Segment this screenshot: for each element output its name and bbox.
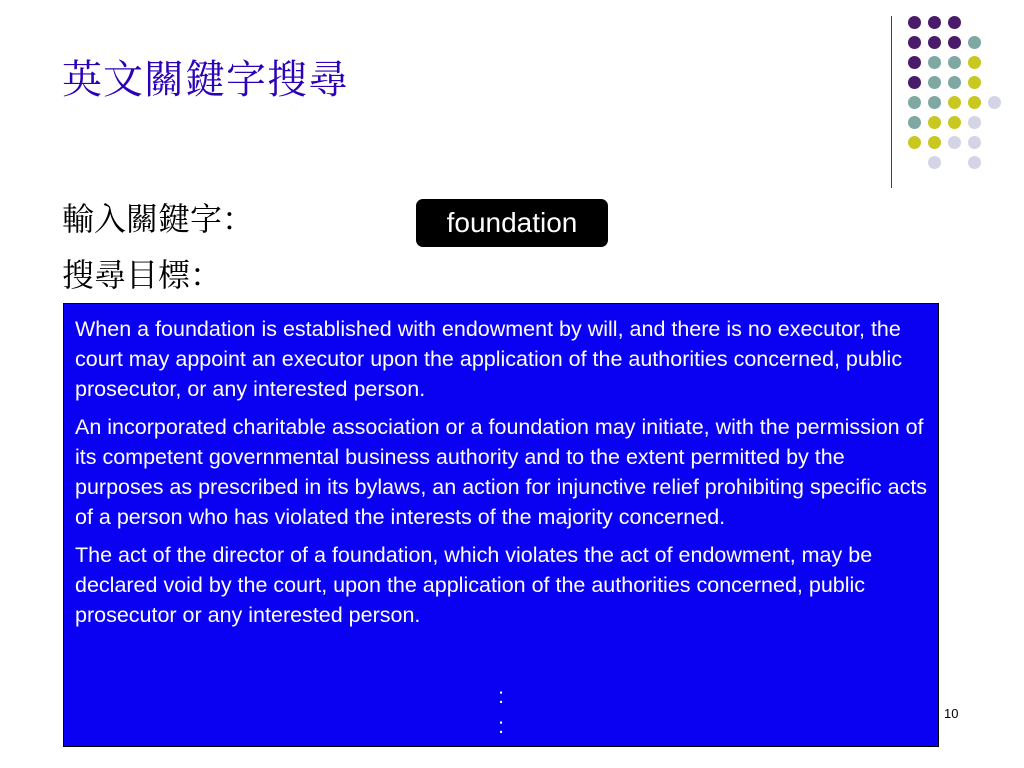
dot bbox=[948, 116, 961, 129]
dot bbox=[908, 136, 921, 149]
dot bbox=[948, 56, 961, 69]
search-target-label: 搜尋目標： bbox=[62, 256, 223, 294]
dot bbox=[968, 76, 981, 89]
page-number: 10 bbox=[944, 706, 959, 721]
keyword-label: 輸入關鍵字： bbox=[62, 200, 255, 238]
dot bbox=[968, 96, 981, 109]
dot bbox=[968, 136, 981, 149]
dot bbox=[988, 96, 1001, 109]
dot bbox=[968, 36, 981, 49]
result-paragraph: An incorporated charitable association or a foundation may initiate, with the permission of its competent governmental business authority and to the extent permitted by the purposes as prescribed in its bylaws, an action for injunctive relief prohibiting specific acts of a person who has violated the interests of the majority concerned. bbox=[75, 415, 928, 529]
dot bbox=[928, 76, 941, 89]
continuation-mark: : bbox=[498, 715, 504, 738]
dot bbox=[908, 56, 921, 69]
dot bbox=[968, 56, 981, 69]
dot bbox=[928, 16, 941, 29]
search-results-panel bbox=[63, 303, 939, 747]
dot bbox=[948, 16, 961, 29]
decorative-dot-grid bbox=[906, 14, 990, 168]
dot bbox=[908, 96, 921, 109]
dot bbox=[928, 96, 941, 109]
slide-title: 英文關鍵字搜尋 bbox=[62, 57, 349, 103]
continuation-mark: : bbox=[498, 685, 504, 708]
result-paragraph: When a foundation is established with endowment by will, and there is no executor, the court may appoint an executor upon the application of the authorities concerned, public prosecutor, or any interested person. bbox=[75, 317, 903, 401]
dot bbox=[928, 156, 941, 169]
dot bbox=[948, 36, 961, 49]
keyword-input[interactable]: foundation bbox=[416, 199, 608, 247]
dot bbox=[908, 116, 921, 129]
dot bbox=[968, 116, 981, 129]
dot bbox=[948, 96, 961, 109]
dot bbox=[928, 116, 941, 129]
dot bbox=[928, 136, 941, 149]
dot bbox=[908, 16, 921, 29]
divider-line bbox=[891, 16, 892, 188]
dot bbox=[968, 156, 981, 169]
result-paragraph: The act of the director of a foundation, which violates the act of endowment, may be declared void by the court, upon the application of the authorities concerned, public prosecutor or any interested person. bbox=[75, 543, 873, 627]
dot bbox=[928, 36, 941, 49]
dot bbox=[948, 136, 961, 149]
dot bbox=[948, 76, 961, 89]
dot bbox=[908, 36, 921, 49]
dot bbox=[908, 76, 921, 89]
dot bbox=[928, 56, 941, 69]
